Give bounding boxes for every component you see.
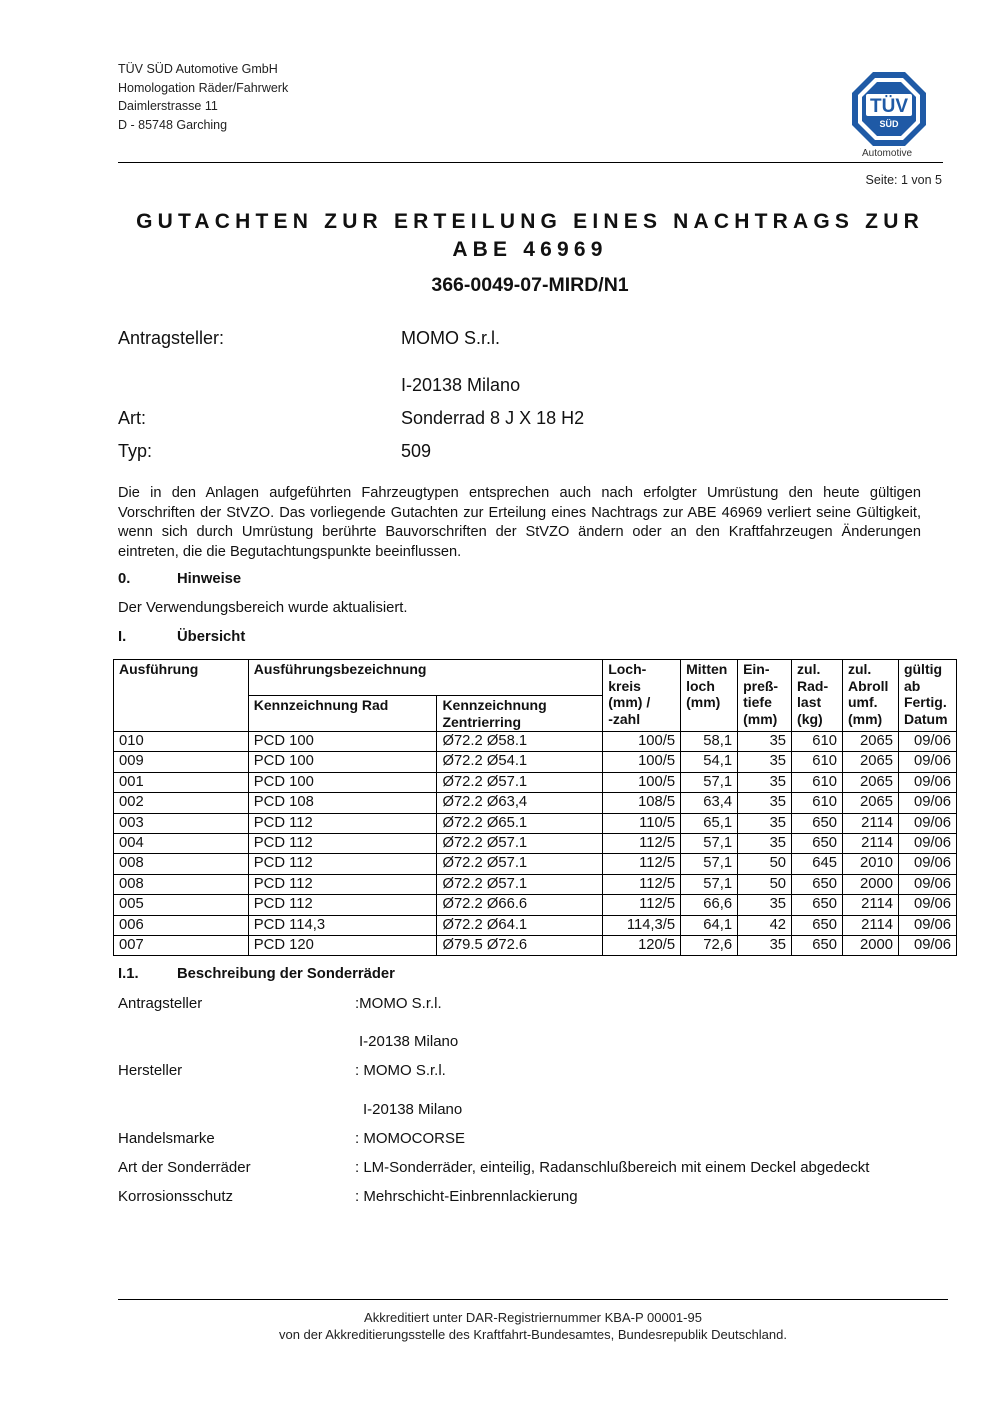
cell-radlast: 650	[792, 833, 843, 853]
desc-label-korrosion: Korrosionsschutz	[118, 1188, 234, 1205]
title-line-2: ABE 46969	[452, 238, 608, 261]
cell-mittenloch: 65,1	[681, 813, 738, 833]
col-header-abrollumfang: zul. Abroll umf. (mm)	[842, 660, 898, 732]
cell-lochkreis: 120/5	[603, 935, 681, 955]
intro-paragraph: Die in den Anlagen aufgeführten Fahrzeugtypen entsprechen auch nach erfolgter Umrüstung den heute gültigen Vorschriften der StVZO. Das vorliegende Gutachten zur Erteilung eines Nachtrags zur ABE 46969 verliert seine Gültigkeit, wenn sich durch Umrüstung berührte Bauvorschriften der StVZO ändern oder an den Kraftfahrzeugen Änderungen eintreten, die die Begutachtungspunkte beeinflussen.	[118, 485, 921, 560]
table-row	[114, 833, 957, 853]
cell-mittenloch: 58,1	[681, 732, 738, 752]
table-row	[114, 895, 957, 915]
cell-kennzeichnung-rad: PCD 112	[248, 895, 437, 915]
cell-abrollumfang: 2114	[842, 915, 898, 935]
cell-gueltig-ab: 09/06	[898, 915, 956, 935]
footer-line-2: von der Akkreditierungsstelle des Kraftfahrt-Bundesamtes, Bundesrepublik Deutschland.	[278, 1327, 787, 1342]
typ-label: Typ:	[118, 441, 153, 461]
cell-einpresstiefe: 35	[738, 833, 792, 853]
cell-lochkreis: 112/5	[603, 874, 681, 894]
cell-radlast: 610	[792, 793, 843, 813]
cell-kennzeichnung-rad: PCD 108	[248, 793, 437, 813]
desc-label-hersteller: Hersteller	[118, 1062, 183, 1079]
cell-abrollumfang: 2010	[842, 854, 898, 874]
section-title: Beschreibung der Sonderräder	[177, 966, 395, 982]
cell-abrollumfang: 2000	[842, 874, 898, 894]
cell-abrollumfang: 2114	[842, 813, 898, 833]
cell-ausfuehrung: 002	[114, 793, 249, 813]
cell-radlast: 650	[792, 915, 843, 935]
cell-radlast: 650	[792, 813, 843, 833]
cell-kennzeichnung-rad: PCD 120	[248, 935, 437, 955]
col-header-kennzeichnung-zentrierring: Kennzeichnung Zentrierring	[437, 696, 603, 732]
cell-gueltig-ab: 09/06	[898, 793, 956, 813]
table-row	[114, 732, 957, 752]
cell-ausfuehrung: 010	[114, 732, 249, 752]
desc-label-handelsmarke: Handelsmarke	[118, 1130, 215, 1147]
cell-mittenloch: 72,6	[681, 935, 738, 955]
cell-gueltig-ab: 09/06	[898, 895, 956, 915]
cell-einpresstiefe: 35	[738, 935, 792, 955]
cell-kennzeichnung-rad: PCD 112	[248, 813, 437, 833]
cell-kennzeichnung-rad: PCD 112	[248, 874, 437, 894]
document-number: 366-0049-07-MIRD/N1	[431, 274, 629, 296]
cell-abrollumfang: 2065	[842, 772, 898, 792]
title-line-1: GUTACHTEN ZUR ERTEILUNG EINES NACHTRAGS ZUR	[136, 210, 924, 233]
hinweise-text: Der Verwendungsbereich wurde aktualisiert.	[118, 600, 408, 616]
cell-kennzeichnung-rad: PCD 114,3	[248, 915, 437, 935]
cell-mittenloch: 66,6	[681, 895, 738, 915]
cell-abrollumfang: 2000	[842, 935, 898, 955]
cell-lochkreis: 114,3/5	[603, 915, 681, 935]
art-label: Art:	[118, 408, 147, 428]
cell-gueltig-ab: 09/06	[898, 752, 956, 772]
cell-kennzeichnung-rad: PCD 100	[248, 772, 437, 792]
cell-lochkreis: 100/5	[603, 752, 681, 772]
section-number: I.1.	[118, 966, 139, 982]
cell-kennzeichnung-zentrierring: Ø72.2 Ø57.1	[437, 874, 603, 894]
cell-ausfuehrung: 009	[114, 752, 249, 772]
cell-ausfuehrung: 003	[114, 813, 249, 833]
col-header-radlast: zul. Rad- last (kg)	[792, 660, 843, 732]
section-title: Übersicht	[177, 629, 246, 645]
section-heading-beschreibung	[118, 966, 395, 982]
desc-label-art: Art der Sonderräder	[118, 1159, 251, 1176]
document-title	[110, 208, 950, 264]
desc-value-handelsmarke: : MOMOCORSE	[355, 1130, 466, 1147]
cell-mittenloch: 57,1	[681, 833, 738, 853]
cell-lochkreis: 100/5	[603, 732, 681, 752]
cell-gueltig-ab: 09/06	[898, 935, 956, 955]
logo-text-bottom: SÜD	[879, 119, 899, 129]
cell-einpresstiefe: 42	[738, 915, 792, 935]
cell-einpresstiefe: 35	[738, 772, 792, 792]
col-header-kennzeichnung-rad: Kennzeichnung Rad	[248, 696, 437, 732]
cell-ausfuehrung: 008	[114, 874, 249, 894]
desc-value-antragsteller-city: I-20138 Milano	[359, 1033, 459, 1050]
cell-kennzeichnung-zentrierring: Ø72.2 Ø65.1	[437, 813, 603, 833]
cell-lochkreis: 100/5	[603, 772, 681, 792]
footer-divider	[118, 1299, 948, 1300]
cell-lochkreis: 112/5	[603, 895, 681, 915]
table-row	[114, 772, 957, 792]
cell-kennzeichnung-zentrierring: Ø72.2 Ø57.1	[437, 833, 603, 853]
table-row	[114, 813, 957, 833]
col-header-ausfuehrung: Ausführung	[114, 660, 249, 732]
cell-abrollumfang: 2065	[842, 732, 898, 752]
col-header-bezeichnung: Ausführungsbezeichnung	[248, 660, 602, 696]
applicant-label: Antragsteller:	[118, 328, 225, 348]
cell-kennzeichnung-rad: PCD 112	[248, 854, 437, 874]
cell-kennzeichnung-rad: PCD 100	[248, 732, 437, 752]
overview-table	[113, 659, 957, 956]
cell-einpresstiefe: 35	[738, 895, 792, 915]
cell-gueltig-ab: 09/06	[898, 813, 956, 833]
cell-kennzeichnung-rad: PCD 100	[248, 752, 437, 772]
col-header-einpresstiefe: Ein- preß- tiefe (mm)	[738, 660, 792, 732]
table-row	[114, 935, 957, 955]
cell-kennzeichnung-zentrierring: Ø72.2 Ø64.1	[437, 915, 603, 935]
cell-mittenloch: 64,1	[681, 915, 738, 935]
cell-ausfuehrung: 004	[114, 833, 249, 853]
desc-value-korrosion: : Mehrschicht-Einbrennlackierung	[355, 1188, 578, 1205]
table-row	[114, 854, 957, 874]
table-body	[114, 732, 957, 956]
cell-abrollumfang: 2065	[842, 793, 898, 813]
cell-ausfuehrung: 005	[114, 895, 249, 915]
section-number: I.	[118, 629, 127, 645]
section-title: Hinweise	[177, 571, 242, 587]
cell-ausfuehrung: 001	[114, 772, 249, 792]
cell-lochkreis: 112/5	[603, 833, 681, 853]
cell-gueltig-ab: 09/06	[898, 874, 956, 894]
cell-radlast: 610	[792, 772, 843, 792]
address-line: D - 85748 Garching	[118, 117, 228, 132]
footer-line-1: Akkreditiert unter DAR-Registriernummer KBA-P 00001-95	[364, 1310, 702, 1325]
cell-radlast: 610	[792, 752, 843, 772]
company-address	[118, 60, 288, 134]
applicant-city: I-20138 Milano	[401, 375, 521, 395]
desc-value-hersteller: : MOMO S.r.l.	[355, 1062, 446, 1079]
cell-abrollumfang: 2114	[842, 833, 898, 853]
cell-mittenloch: 63,4	[681, 793, 738, 813]
cell-kennzeichnung-zentrierring: Ø79.5 Ø72.6	[437, 935, 603, 955]
col-header-gueltig-ab: gültig ab Fertig. Datum	[898, 660, 956, 732]
cell-radlast: 650	[792, 874, 843, 894]
logo-text-top: TÜV	[870, 96, 908, 117]
cell-ausfuehrung: 008	[114, 854, 249, 874]
desc-value-antragsteller: :MOMO S.r.l.	[355, 995, 442, 1012]
section-number: 0.	[118, 571, 131, 587]
logo-caption: Automotive	[861, 148, 913, 159]
cell-einpresstiefe: 35	[738, 752, 792, 772]
applicant-name: MOMO S.r.l.	[401, 328, 500, 348]
address-line: TÜV SÜD Automotive GmbH	[118, 62, 278, 76]
cell-einpresstiefe: 35	[738, 793, 792, 813]
cell-mittenloch: 57,1	[681, 854, 738, 874]
cell-einpresstiefe: 35	[738, 732, 792, 752]
cell-kennzeichnung-zentrierring: Ø72.2 Ø66.6	[437, 895, 603, 915]
cell-einpresstiefe: 35	[738, 813, 792, 833]
cell-lochkreis: 112/5	[603, 854, 681, 874]
cell-kennzeichnung-zentrierring: Ø72.2 Ø57.1	[437, 772, 603, 792]
cell-mittenloch: 54,1	[681, 752, 738, 772]
cell-ausfuehrung: 007	[114, 935, 249, 955]
cell-radlast: 645	[792, 854, 843, 874]
cell-ausfuehrung: 006	[114, 915, 249, 935]
page-number: Seite: 1 von 5	[865, 173, 942, 187]
section-heading-hinweise	[118, 571, 241, 587]
cell-mittenloch: 57,1	[681, 874, 738, 894]
cell-mittenloch: 57,1	[681, 772, 738, 792]
table-row	[114, 793, 957, 813]
cell-radlast: 650	[792, 935, 843, 955]
cell-radlast: 650	[792, 895, 843, 915]
cell-gueltig-ab: 09/06	[898, 833, 956, 853]
cell-gueltig-ab: 09/06	[898, 772, 956, 792]
art-value: Sonderrad 8 J X 18 H2	[401, 408, 585, 428]
cell-abrollumfang: 2065	[842, 752, 898, 772]
cell-einpresstiefe: 50	[738, 854, 792, 874]
cell-kennzeichnung-zentrierring: Ø72.2 Ø54.1	[437, 752, 603, 772]
table-row	[114, 752, 957, 772]
col-header-mittenloch: Mitten loch (mm)	[681, 660, 738, 732]
cell-kennzeichnung-rad: PCD 112	[248, 833, 437, 853]
cell-einpresstiefe: 50	[738, 874, 792, 894]
cell-lochkreis: 108/5	[603, 793, 681, 813]
cell-kennzeichnung-zentrierring: Ø72.2 Ø58.1	[437, 732, 603, 752]
typ-value: 509	[401, 441, 432, 461]
cell-kennzeichnung-zentrierring: Ø72.2 Ø63,4	[437, 793, 603, 813]
desc-value-art: : LM-Sonderräder, einteilig, Radanschlußbereich mit einem Deckel abgedeckt	[355, 1159, 870, 1176]
address-line: Daimlerstrasse 11	[118, 99, 218, 113]
header-divider	[118, 162, 943, 163]
desc-value-hersteller-city: I-20138 Milano	[363, 1101, 463, 1118]
table-row	[114, 915, 957, 935]
cell-gueltig-ab: 09/06	[898, 854, 956, 874]
table-header-row	[114, 660, 957, 696]
cell-radlast: 610	[792, 732, 843, 752]
desc-label-antragsteller: Antragsteller	[118, 995, 203, 1012]
cell-gueltig-ab: 09/06	[898, 732, 956, 752]
col-header-lochkreis: Loch- kreis (mm) / -zahl	[603, 660, 681, 732]
table-row	[114, 874, 957, 894]
cell-kennzeichnung-zentrierring: Ø72.2 Ø57.1	[437, 854, 603, 874]
cell-abrollumfang: 2114	[842, 895, 898, 915]
address-line: Homologation Räder/Fahrwerk	[118, 80, 289, 95]
cell-lochkreis: 110/5	[603, 813, 681, 833]
section-heading-uebersicht	[118, 629, 245, 645]
